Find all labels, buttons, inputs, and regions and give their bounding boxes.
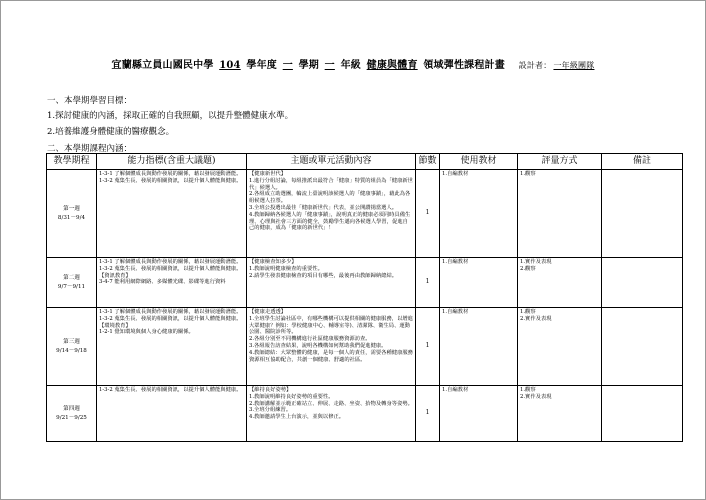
indicator-cell (97, 258, 247, 308)
content-line: 1.全班學生討論社區中，有哪些機構可以提供相關的健康服務，以增進大眾健康？例如：學校健康中心、輔導室等)、清潔隊、衛生局、運動公園、醫院診所等。 (249, 315, 413, 336)
assessment-line: 1.觀察 (520, 387, 536, 393)
document-title (1, 56, 706, 71)
remark-cell (602, 386, 683, 442)
header-assessment: 評量方式 (518, 154, 602, 170)
week-dates: 9/14－9/18 (56, 347, 87, 354)
remark-cell (602, 170, 683, 258)
content-line: 1.教師說明維持良好姿勢的重要性。 (249, 393, 334, 400)
remark-cell (602, 258, 683, 308)
content-line: 3.全班公投選出最佳「健康新世代」代表，並公開讚揚當選人。 (249, 204, 398, 211)
table-header-row (47, 154, 683, 170)
section2-title: 二、本學期課程內涵： (47, 144, 133, 154)
assessment-line: 2.實作及表現 (520, 393, 552, 400)
designer-label: 設計者： (518, 61, 552, 70)
assessment-line: 1.觀察 (520, 309, 536, 315)
material-cell: 1.自編教材 (440, 386, 518, 442)
indicator-line: 1-3-2 蒐集生長、發展的相關資訊，以提升個人體能與健康。 (99, 265, 242, 272)
table-row (47, 258, 683, 308)
school-year: 104 (219, 60, 241, 71)
week-dates: 9/7－9/11 (57, 283, 86, 290)
term-unit: 學期 (298, 60, 319, 71)
header-period: 教學期程 (47, 154, 97, 170)
count-cell: 1 (416, 170, 440, 258)
content-cell (247, 308, 416, 386)
indicator-line: 1-3-1 了解個體成長與動作發展的關係，藉以發展運動潛能。 (99, 259, 242, 265)
assessment-cell (518, 170, 602, 258)
content-line: 【健康檢查知多少】 (249, 259, 297, 265)
week-label: 第一週 (63, 205, 80, 212)
week-dates: 8/31－9/4 (57, 214, 86, 221)
assessment-line: 2.實作及表現 (520, 315, 552, 322)
assessment-cell (518, 308, 602, 386)
content-line: 【維持良好姿勢】 (249, 387, 292, 393)
content-line: 3.全班分組練習。 (249, 407, 292, 414)
content-line: 【健康走透透】 (249, 309, 287, 315)
content-cell (247, 258, 416, 308)
assessment-cell (518, 258, 602, 308)
indicator-line: 1-3-2 蒐集生長、發展的相關資訊，以提升個人體能與健康。 (99, 387, 242, 393)
content-line: 2.各組分別至不同機構進行社區健康服務資源訪查。 (249, 336, 371, 343)
grade: 一 (324, 60, 335, 71)
header-count: 節數 (416, 154, 440, 170)
subject: 健康與體育 (366, 60, 418, 71)
designer-line (519, 61, 597, 70)
material-cell: 1.自編教材 (440, 308, 518, 386)
indicator-line: 1-3-1 了解個體成長與動作發展的關係，藉以發展運動潛能。 (99, 171, 242, 177)
content-cell (247, 170, 416, 258)
content-line: 1.進行分組討論，每組推派出最符合「健康」特質的組員為「健康新世代」候選人。 (249, 177, 413, 191)
indicator-cell (97, 308, 247, 386)
indicator-cell (97, 170, 247, 258)
goal-1: 1.探討健康的內涵，採取正確的自我照顧，以提升整體健康水準。 (47, 111, 294, 121)
week-label: 第四週 (63, 405, 80, 412)
goal-2: 2.培養維護身體健康的醫療觀念。 (47, 127, 175, 137)
content-cell (247, 386, 416, 442)
indicator-line: 【資訊教育】 (99, 272, 131, 279)
count-cell: 1 (416, 258, 440, 308)
week-cell (47, 170, 97, 258)
table-row (47, 170, 683, 258)
count-cell: 1 (416, 386, 440, 442)
indicator-line: 1-3-2 蒐集生長、發展的相關資訊，以提升個人體能與健康。 (99, 177, 242, 184)
assessment-line: 1.實作及表現 (520, 259, 552, 265)
week-cell (47, 386, 97, 442)
year-unit: 學年度 (246, 60, 277, 71)
assessment-line: 1.觀察 (520, 171, 536, 177)
header-remark: 備註 (602, 154, 683, 170)
indicator-line: 3-4-7 能利用網際網路、多媒體光碟、影碟等進行資料 (99, 279, 226, 286)
content-line: 4.教師總結：大眾整體的健康，是每一個人的責任，需要各種健康服務資源相互協助配合，共創一個健康、舒適的社區。 (249, 349, 413, 363)
content-line: 1.教師說明健康檢查的重要性。 (249, 265, 323, 272)
table-row (47, 386, 683, 442)
content-line: 4.教師歸納各候選人的「健康事蹟」，說明真正的健康必須同時具備生理、心理與社會三方面的健全，鼓勵學生邁向各候選人學習，促進自己的健康，成為「健康的新世代」！ (249, 211, 411, 232)
indicator-line: 1-3-2 蒐集生長、發展的相關資訊，以提升個人體能與健康。 (99, 315, 242, 322)
week-dates: 9/21－9/25 (56, 414, 87, 421)
indicator-cell (97, 386, 247, 442)
content-line: 2.各組成立助選團，輪流上臺說明該候選人的「健康事蹟」，藉此為各組候選人拉票。 (249, 191, 411, 205)
indicator-line: 1-2-1 覺知環境與個人身心健康的關係。 (99, 329, 194, 336)
header-content: 主題或單元活動內容 (247, 154, 416, 170)
content-line: 2.請學生發表健康檢查的項目有哪些，最後再由教師歸納總結。 (249, 272, 398, 279)
content-line: 2.教師講解並示範正確站立、伸展、走路、坐姿、抬物及轉身等姿勢。 (249, 400, 413, 407)
table-row (47, 308, 683, 386)
content-line: 3.各組報告訪查結果，說明各機構如何幫助我們促進健康。 (249, 342, 387, 349)
week-cell (47, 308, 97, 386)
week-label: 第三週 (63, 338, 80, 345)
term: 一 (282, 60, 293, 71)
assessment-cell (518, 386, 602, 442)
course-plan-table (46, 153, 683, 442)
count-cell: 1 (416, 308, 440, 386)
material-cell: 1.自編教材 (440, 258, 518, 308)
week-cell (47, 258, 97, 308)
header-indicators: 能力指標(含重大議題) (97, 154, 247, 170)
grade-unit: 年級 (340, 60, 361, 71)
week-label: 第二週 (63, 274, 80, 281)
school-name: 宜蘭縣立員山國民中學 (111, 60, 214, 71)
section1-title: 一、本學期學習目標： (47, 96, 133, 106)
indicator-line: 1-3-1 了解個體成長與動作發展的關係，藉以發展運動潛能。 (99, 309, 242, 315)
indicator-line: 【環境教育】 (99, 322, 131, 329)
header-material: 使用教材 (440, 154, 518, 170)
material-cell: 1.自編教材 (440, 170, 518, 258)
content-line: 4.教師邀請學生上台演示，並與以修正。 (249, 414, 345, 421)
assessment-line: 2.觀察 (520, 265, 536, 272)
content-line: 【健康新世代】 (249, 171, 287, 177)
remark-cell (602, 308, 683, 386)
designer-name: 一年級團隊 (553, 61, 595, 70)
plan-title: 領域彈性課程計畫 (423, 60, 505, 71)
